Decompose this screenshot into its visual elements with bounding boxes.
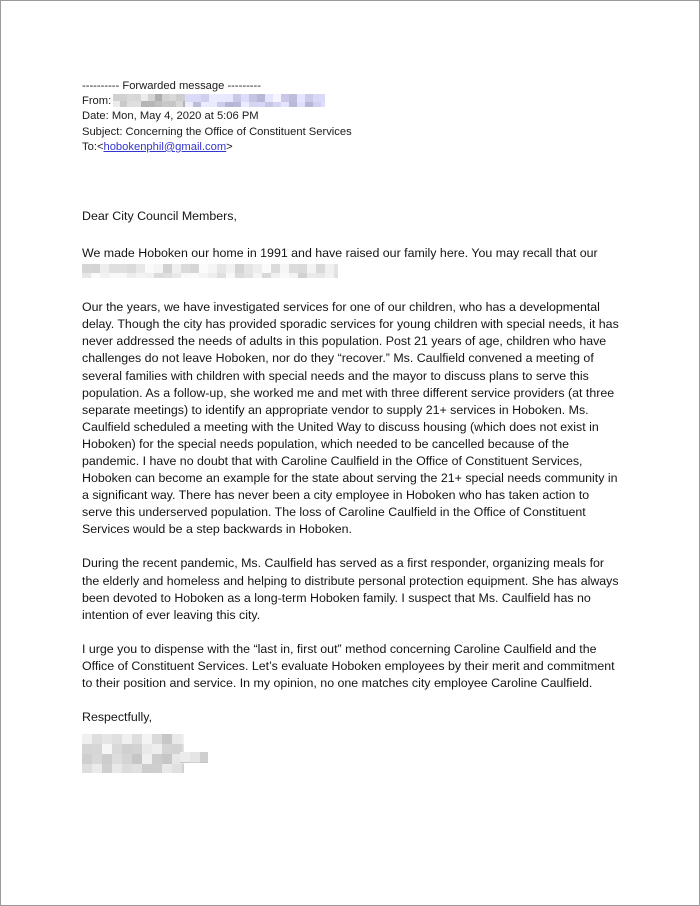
to-label: To: xyxy=(82,140,97,153)
closing: Respectfully, xyxy=(82,710,153,725)
spacer xyxy=(82,538,620,555)
from-label: From: xyxy=(82,95,112,108)
forwarded-divider: ---------- Forwarded message --------- xyxy=(82,80,261,92)
subject-line: Subject: Concerning the Office of Constituent Services xyxy=(82,125,352,138)
from-value-redaction xyxy=(111,94,325,107)
recipient-email-link[interactable]: hobokenphil@gmail.com xyxy=(103,140,227,153)
spacer xyxy=(82,692,620,709)
email-header xyxy=(82,79,620,155)
signature-redaction xyxy=(82,726,620,798)
from-line xyxy=(82,94,620,109)
paragraph-1: We made Hoboken our home in 1991 and have raised our family here. You may recall that our xyxy=(82,246,598,261)
paragraph-1-redaction xyxy=(82,262,620,279)
to-close-bracket: > xyxy=(226,140,233,153)
salutation: Dear City Council Members, xyxy=(82,208,237,223)
paragraph-3: During the recent pandemic, Ms. Caulfield has served as a first responder, organizing meals for the elderly and homeless and helping to distribute personal protection equipment. She has always been devoted to Hoboken as a long-term Hoboken family. I suspect that Ms. Caulfield has no intention of ever leaving this city. xyxy=(82,556,619,622)
spacer xyxy=(82,193,620,208)
spacer xyxy=(82,225,620,245)
to-open-bracket: < xyxy=(96,140,104,153)
spacer xyxy=(82,155,620,193)
date-line: Date: Mon, May 4, 2020 at 5:06 PM xyxy=(82,110,259,123)
paragraph-2: Our the years, we have investigated services for one of our children, who has a developmental delay. Though the city has provided sporadic services for young children with special needs, it has never addressed the needs of adults in this population. Post 21 years of age, children who have challenges do not leave Hoboken, nor do they “recover.” Ms. Caulfield convened a meeting of several families with children with special needs and the mayor to discuss plans to serve this population. As a follow-up, she worked me and met with three different service providers (at three separate meetings) to identify an appropriate vendor to supply 21+ services in Hoboken. Ms. Caulfield scheduled a meeting with the United Way to discuss housing (which does not exist in Hoboken) for the special needs population, which needed to be cancelled because of the pandemic. I have no doubt that with Caroline Caulfield in the Office of Constituent Services, Hoboken can become an example for the state about serving the 21+ special needs community in a significant way. There has never been a city employee in Hoboken who has taken action to serve this underserved population. The loss of Caroline Caulfield in the Office of Constituent Services would be a step backwards in Hoboken. xyxy=(82,300,619,537)
paragraph-4: I urge you to dispense with the “last in, first out” method concerning Caroline Caulfield and the Office of Constituent Services. Let’s evaluate Hoboken employees by their merit and commitment to their position and service. In my opinion, no one matches city employee Caroline Caulfield. xyxy=(82,641,615,690)
spacer xyxy=(82,279,620,299)
email-content xyxy=(82,79,620,798)
to-line xyxy=(82,140,620,155)
spacer xyxy=(82,624,620,641)
email-body xyxy=(82,208,620,798)
